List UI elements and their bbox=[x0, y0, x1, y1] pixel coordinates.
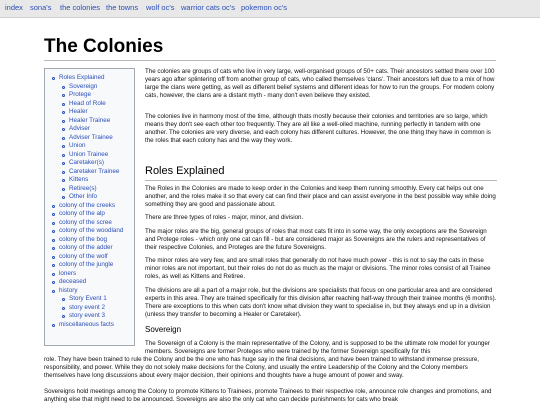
bullet-icon bbox=[62, 188, 65, 191]
bullet-icon bbox=[62, 196, 65, 199]
roles-paragraph-2: There are three types of roles - major, minor, and division. bbox=[145, 214, 304, 221]
toc-item-colony-of-the-alp[interactable]: colony of the alp bbox=[59, 210, 105, 218]
nav-link-wolf-ocs[interactable]: wolf oc's bbox=[146, 3, 175, 12]
bullet-icon bbox=[62, 86, 65, 89]
toc-item-head-of-role[interactable]: Head of Role bbox=[69, 100, 106, 108]
page-title: The Colonies bbox=[44, 36, 164, 57]
bullet-icon bbox=[52, 230, 55, 233]
toc-item-healer-trainee[interactable]: Healer Trainee bbox=[69, 117, 110, 125]
roles-paragraph-5: The divisions are all a part of a major role, but the divisions are specialists that focus on one particular area and are considered experts in this area. They are trained specifically for this division after reaching half-way through their trainee months (6 months). There are exceptions to this when cats don't know what division they want to specialise in, but they always end up in a division (unless they transfer to becoming a Healer or Caretaker). bbox=[145, 287, 497, 318]
nav-link-pokemon-ocs[interactable]: pokemon oc's bbox=[241, 3, 288, 12]
bullet-icon bbox=[62, 111, 65, 114]
toc-item-story-event-1[interactable]: Story Event 1 bbox=[69, 295, 107, 303]
sovereign-paragraph-2: Sovereigns hold meetings among the Colony to promote Kittens to Trainees, promote Trainees to their respective role, announce role changes and promotions, and anything else that might need to be announced. Sovereigns are also the only cat who can decide punishments for cats who break bbox=[44, 388, 492, 403]
roles-paragraph-3: The major roles are the big, general groups of roles that most cats fit into in some way, the only exceptions are the Sovereign and Protege roles - which only one cat can fill - but are considered major as Sovereigns are the rulers and representatives of their respective Colonies, and Proteges are the future Sovereigns. bbox=[145, 228, 487, 251]
section-heading-roles-explained: Roles Explained bbox=[145, 165, 225, 177]
bullet-icon bbox=[52, 213, 55, 216]
bullet-icon bbox=[62, 94, 65, 97]
toc-item-union-trainee[interactable]: Union Trainee bbox=[69, 151, 108, 159]
toc-item-colony-of-the-scree[interactable]: colony of the scree bbox=[59, 219, 112, 227]
bullet-icon bbox=[62, 307, 65, 310]
bullet-icon bbox=[52, 205, 55, 208]
bullet-icon bbox=[62, 103, 65, 106]
toc-item-caretaker-trainee[interactable]: Caretaker Trainee bbox=[69, 168, 119, 176]
bullet-icon bbox=[52, 256, 55, 259]
toc-item-history[interactable]: history bbox=[59, 287, 78, 295]
bullet-icon bbox=[52, 247, 55, 250]
toc-item-colony-of-the-woodland[interactable]: colony of the woodland bbox=[59, 227, 123, 235]
bullet-icon bbox=[62, 120, 65, 123]
bullet-icon bbox=[52, 290, 55, 293]
toc-item-retirees[interactable]: Retiree(s) bbox=[69, 185, 97, 193]
toc-item-miscellaneous-facts[interactable]: miscellaneous facts bbox=[59, 321, 114, 329]
toc-item-deceased[interactable]: deceased bbox=[59, 278, 86, 286]
subsection-heading-sovereign: Sovereign bbox=[145, 325, 182, 334]
toc-item-roles-explained[interactable]: Roles Explained bbox=[59, 74, 105, 82]
toc-item-other-info[interactable]: Other Info bbox=[69, 193, 97, 201]
nav-link-the-colonies[interactable]: the colonies bbox=[60, 3, 101, 12]
toc-item-story-event-3[interactable]: story event 3 bbox=[69, 312, 105, 320]
toc-item-caretakers[interactable]: Caretaker(s) bbox=[69, 159, 104, 167]
bullet-icon bbox=[62, 162, 65, 165]
bullet-icon bbox=[62, 128, 65, 131]
bullet-icon bbox=[62, 298, 65, 301]
bullet-icon bbox=[52, 239, 55, 242]
bullet-icon bbox=[62, 154, 65, 157]
table-of-contents bbox=[44, 68, 135, 346]
toc-item-sovereign[interactable]: Sovereign bbox=[69, 83, 97, 91]
toc-item-loners[interactable]: loners bbox=[59, 270, 76, 278]
bullet-icon bbox=[52, 264, 55, 267]
bullet-icon bbox=[52, 281, 55, 284]
bullet-icon bbox=[62, 315, 65, 318]
title-divider bbox=[44, 60, 496, 61]
bullet-icon bbox=[52, 324, 55, 327]
bullet-icon bbox=[62, 171, 65, 174]
toc-item-adviser[interactable]: Adviser bbox=[69, 125, 90, 133]
toc-item-colony-of-the-creeks[interactable]: colony of the creeks bbox=[59, 202, 115, 210]
toc-item-story-event-2[interactable]: story event 2 bbox=[69, 304, 105, 312]
toc-item-kittens[interactable]: Kittens bbox=[69, 176, 88, 184]
nav-link-warrior-cats-ocs[interactable]: warrior cats oc's bbox=[181, 3, 235, 12]
roles-paragraph-4: The minor roles are very few, and are small roles that generally do not have much power - this is not to say the cats in these minor roles are not important, but their roles do not do as much as the major or divisions. The minor roles consist of all Trainee roles, as well as Kittens and Retiree. bbox=[145, 257, 491, 280]
toc-item-union[interactable]: Union bbox=[69, 142, 85, 150]
nav-link-index[interactable]: index bbox=[5, 3, 23, 12]
section-divider bbox=[145, 180, 497, 181]
sovereign-paragraph-1-start: The Sovereign of a Colony is the main representative of the Colony, and is supposed to be the ultimate role model for younger members. Sovereigns are former Proteges who were trained by the former Sovereign specifically for this bbox=[145, 340, 490, 355]
bullet-icon bbox=[52, 77, 55, 80]
toc-item-colony-of-the-adder[interactable]: colony of the adder bbox=[59, 244, 113, 252]
toc-item-protege[interactable]: Protege bbox=[69, 91, 91, 99]
toc-item-colony-of-the-wolf[interactable]: colony of the wolf bbox=[59, 253, 108, 261]
nav-link-the-towns[interactable]: the towns bbox=[106, 3, 139, 12]
nav-link-sonas[interactable]: sona's bbox=[30, 3, 52, 12]
bullet-icon bbox=[62, 179, 65, 182]
bullet-icon bbox=[52, 273, 55, 276]
toc-item-colony-of-the-jungle[interactable]: colony of the jungle bbox=[59, 261, 113, 269]
bullet-icon bbox=[62, 145, 65, 148]
toc-item-adviser-trainee[interactable]: Adviser Trainee bbox=[69, 134, 113, 142]
roles-paragraph-1: The Roles in the Colonies are made to keep order in the Colonies and keep them running smoothly. Every cat helps out one another, and the roles make it so that every cat can find their place and can assist everyone in the best possible way while doing something they are good and passionate about. bbox=[145, 185, 496, 208]
intro-paragraph-1: The colonies are groups of cats who live in very large, well-organised groups of 50+ cats. Their ancestors settled there over 100 years ago after splintering off from another group of cats, who called themselves 'clans'. Their ancestors left due to a mix of how large the clans were getting, as well as different belief systems and different ideas for how to run the groups. For modern colony cats, however, the clans are a distant myth - many don't even believe they existed. bbox=[145, 68, 495, 99]
sovereign-paragraph-1-cont: role. They have been trained to rule the Colony and be the one who has huge say in the final decisions, and have been trained to withstand immense pressure, responsibility, and power. While they do not solely make decisions for the Colony, and usually the entire Leadership of the Colony and the Colony members themselves have long discussions about every major decision, their opinions and thoughts have a huge amount of power and sway. bbox=[44, 356, 480, 379]
bullet-icon bbox=[62, 137, 65, 140]
toc-item-healer[interactable]: Healer bbox=[69, 108, 88, 116]
top-nav-bar bbox=[0, 0, 540, 18]
toc-item-colony-of-the-bog[interactable]: colony of the bog bbox=[59, 236, 107, 244]
bullet-icon bbox=[52, 222, 55, 225]
intro-paragraph-2: The colonies live in harmony most of the time, although thats mostly because their colonies and territories are so large, which means they don't see each other too frequently. They are all like a well-oiled machine, running perfectly in tandem with one another. The colonies are very diverse, and each colony has different cultures. However, the one thing they have in common is the roles that each colony has and the way they work. bbox=[145, 113, 491, 144]
